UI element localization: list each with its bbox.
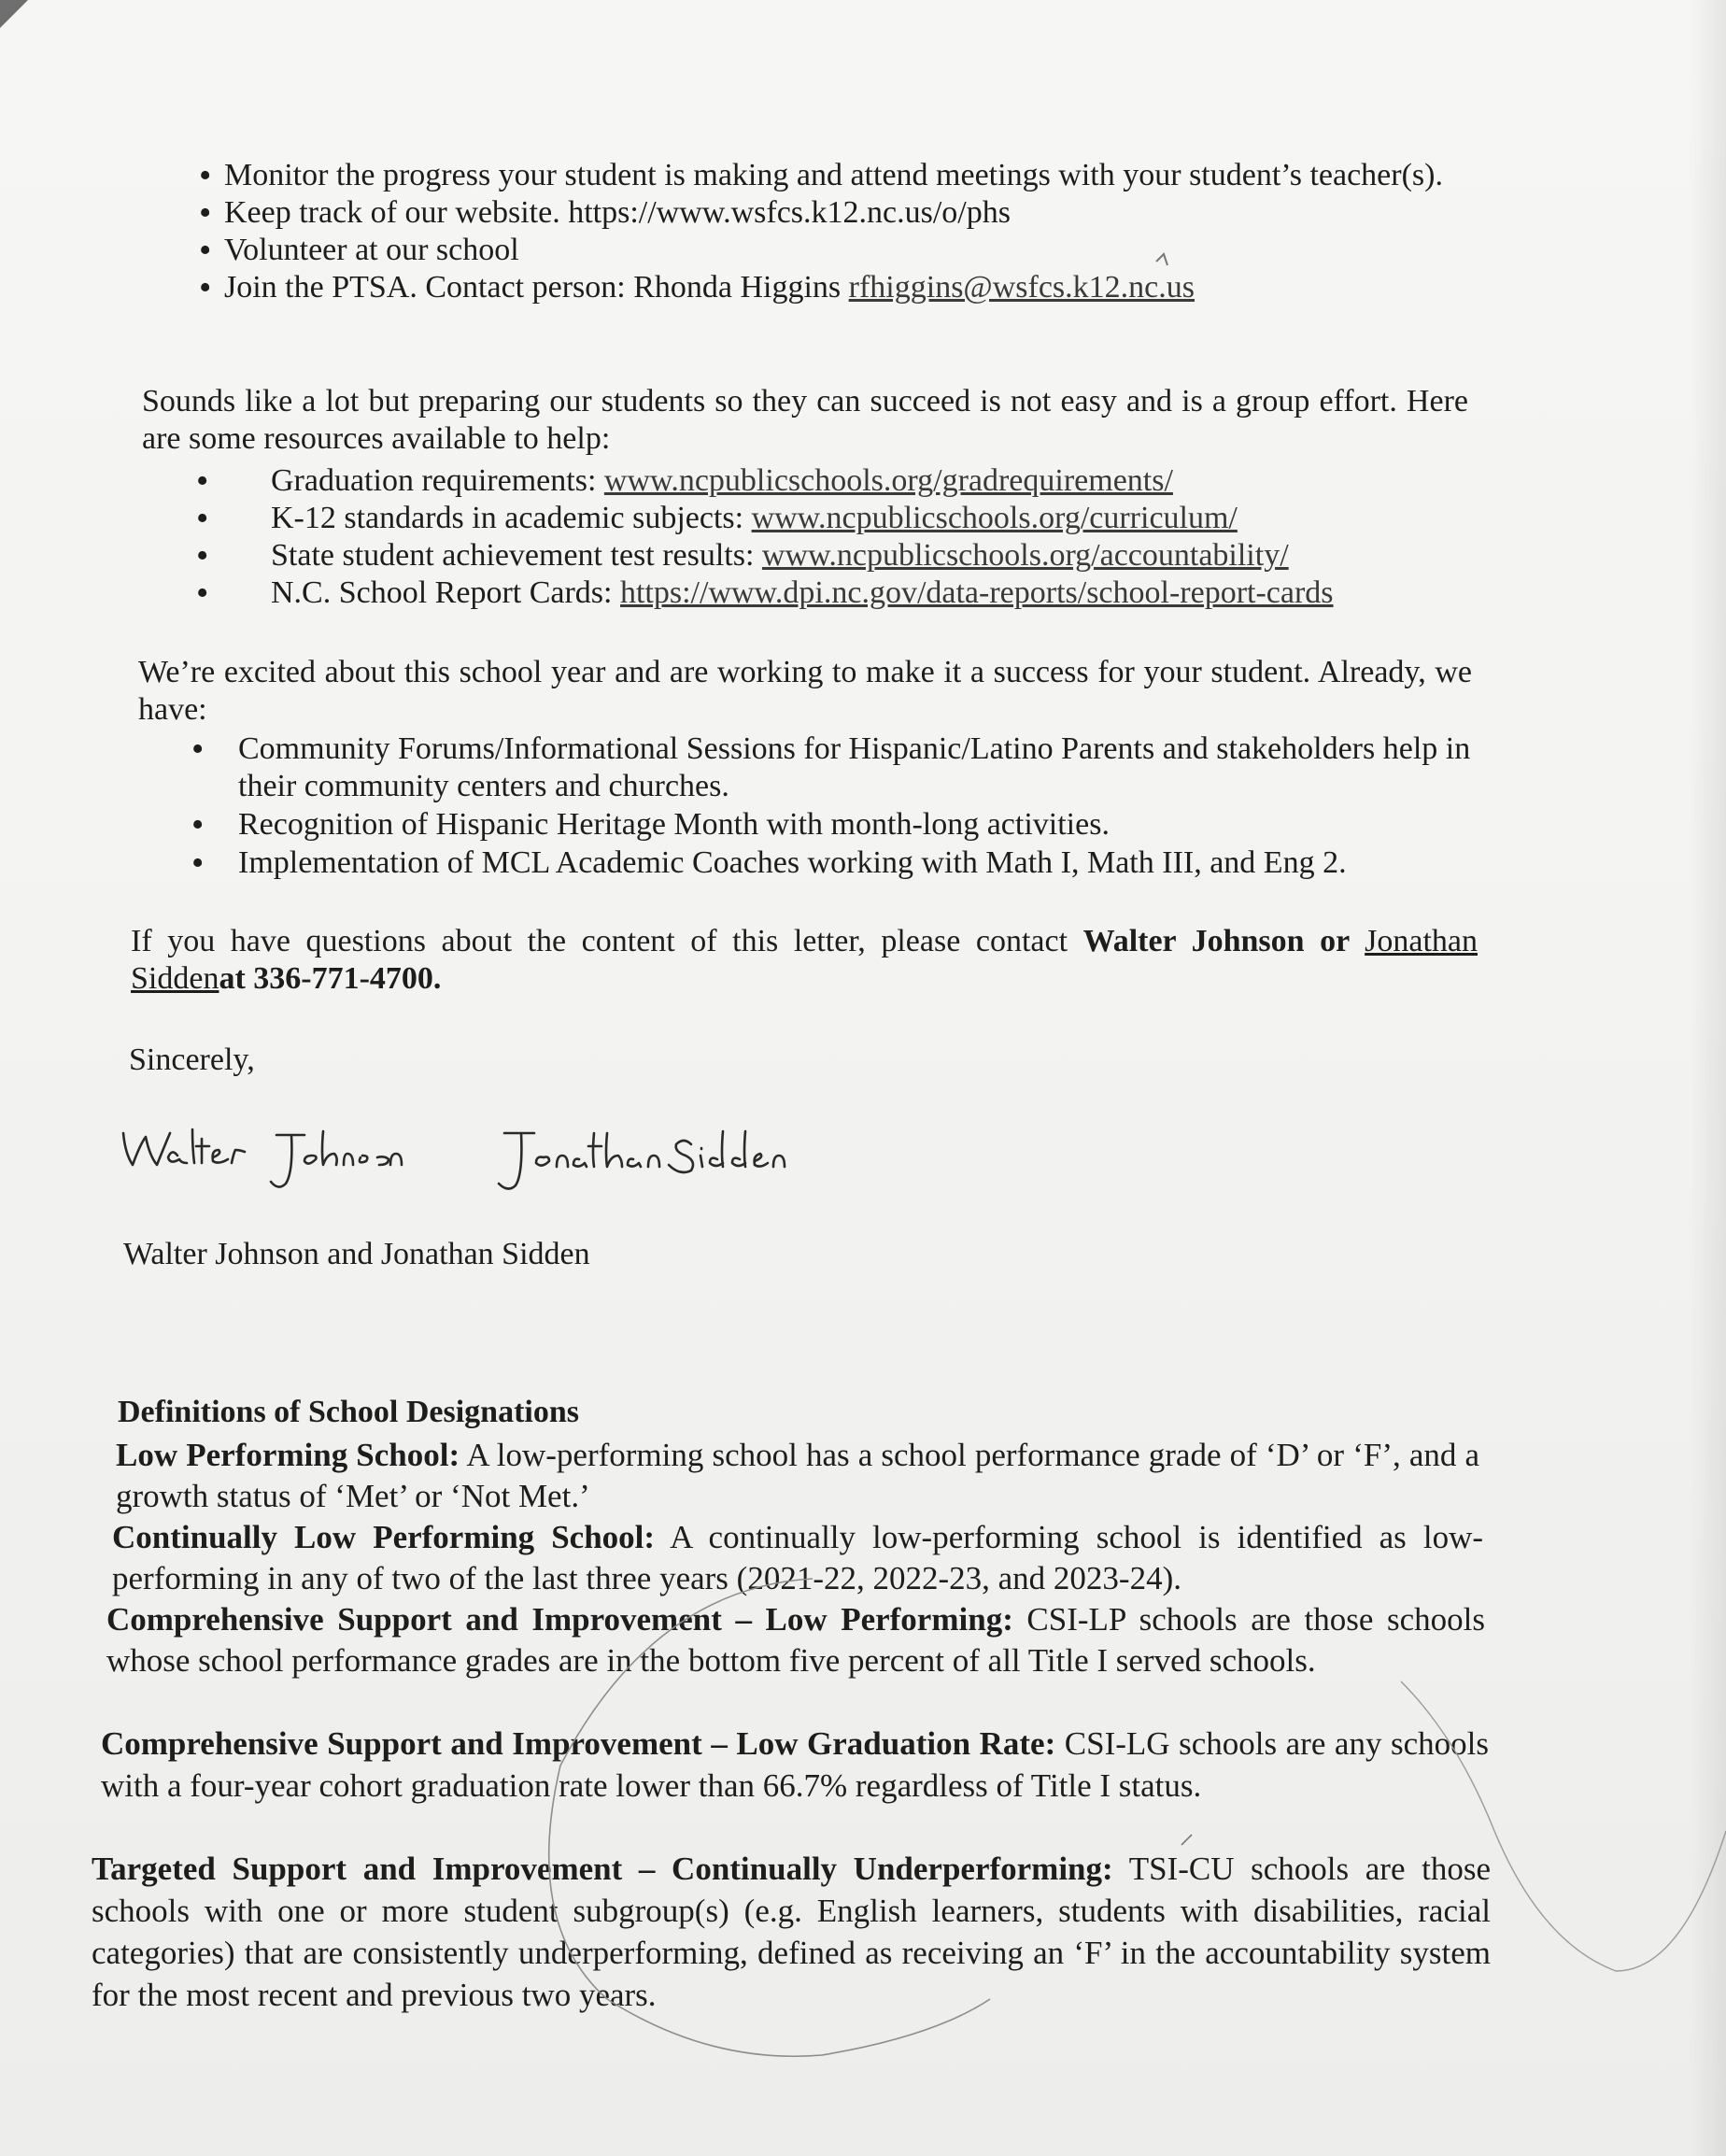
definitions-title: Definitions of School Designations (118, 1395, 579, 1429)
list-item: • Graduation requirements: www.ncpublicschools.org/gradrequirements/ (271, 462, 1485, 500)
list-item: • N.C. School Report Cards: https://www.dpi.nc.gov/data-reports/school-report-cards (271, 574, 1485, 612)
definition-csi-lg: Comprehensive Support and Improvement – Low Graduation Rate: CSI-LG schools are any schools with a four-year cohort graduation rate lower than 66.7% regardless of Title I status. (101, 1725, 1489, 1804)
parent-actions-list (224, 157, 1462, 306)
definition-tsi-cu: Targeted Support and Improvement – Continually Underperforming: TSI-CU schools are those schools with one or more student subgroup(s) (e.g. English learners, students with disabilities, racial categories) that are consistently underperforming, defined as receiving an ‘F’ in the accountability system for the most recent and previous two years. (92, 1851, 1492, 2013)
resource-link[interactable]: www.ncpublicschools.org/gradrequirements/ (603, 463, 1173, 498)
list-item: • Recognition of Hispanic Heritage Month with month-long activities. (238, 806, 1480, 844)
definition-csi-lp: Comprehensive Support and Improvement – Low Performing: CSI-LP schools are those schools whose school performance grades are in the bottom five percent of all Title I served schools. (106, 1601, 1485, 1679)
signer-names: Walter Johnson and Jonathan Sidden (123, 1237, 590, 1271)
list-item: • Implementation of MCL Academic Coaches working with Math I, Math III, and Eng 2. (238, 844, 1480, 882)
handwritten-signatures (112, 1116, 859, 1219)
signature-jonathan-sidden (499, 1131, 785, 1189)
ptsa-email-link[interactable]: rfhiggins@wsfcs.k12.nc.us (848, 270, 1195, 305)
signature-walter-johnson (123, 1129, 402, 1187)
excited-intro: We’re excited about this school year and are working to make it a success for your student. Already, we have: (138, 655, 1472, 727)
resources-intro: Sounds like a lot but preparing our students so they can succeed is not easy and is a group effort. Here are some resources available to help: (142, 384, 1468, 456)
resources-list (271, 462, 1485, 612)
accomplishments-list (238, 730, 1480, 883)
list-item: • Monitor the progress your student is making and attend meetings with your student’s teacher(s). (224, 157, 1462, 194)
list-item: • State student achievement test results: www.ncpublicschools.org/accountability/ (271, 537, 1485, 574)
list-item: • K-12 standards in academic subjects: www.ncpublicschools.org/curriculum/ (271, 500, 1485, 537)
resource-link[interactable]: https://www.dpi.nc.gov/data-reports/school-report-cards (619, 575, 1334, 610)
list-item: • Volunteer at our school (224, 232, 1462, 269)
contact-paragraph: If you have questions about the content of this letter, please contact Walter Johnson or Jonathan Siddenat 336-771-4700. (131, 924, 1478, 996)
list-item: • Keep track of our website. https://www.wsfcs.k12.nc.us/o/phs (224, 194, 1462, 232)
list-item: • Join the PTSA. Contact person: Rhonda Higgins rfhiggins@wsfcs.k12.nc.us (224, 269, 1462, 306)
closing: Sincerely, (129, 1043, 255, 1077)
resource-link[interactable]: www.ncpublicschools.org/accountability/ (761, 538, 1289, 573)
list-item: • Community Forums/Informational Sessions for Hispanic/Latino Parents and stakeholders help in their community centers and churches. (238, 730, 1480, 805)
resource-link[interactable]: www.ncpublicschools.org/curriculum/ (751, 501, 1238, 535)
definition-continually-low-performing: Continually Low Performing School: A continually low-performing school is identified as low-performing in any of two of the last three years (2021-22, 2022-23, and 2023-24). (112, 1519, 1483, 1596)
contact-name-underlined: Jonathan Sidden (131, 924, 1478, 996)
definition-low-performing: Low Performing School: A low-performing school has a school performance grade of ‘D’ or ‘F’, and a growth status of ‘Met’ or ‘Not Met.’ (116, 1437, 1479, 1514)
